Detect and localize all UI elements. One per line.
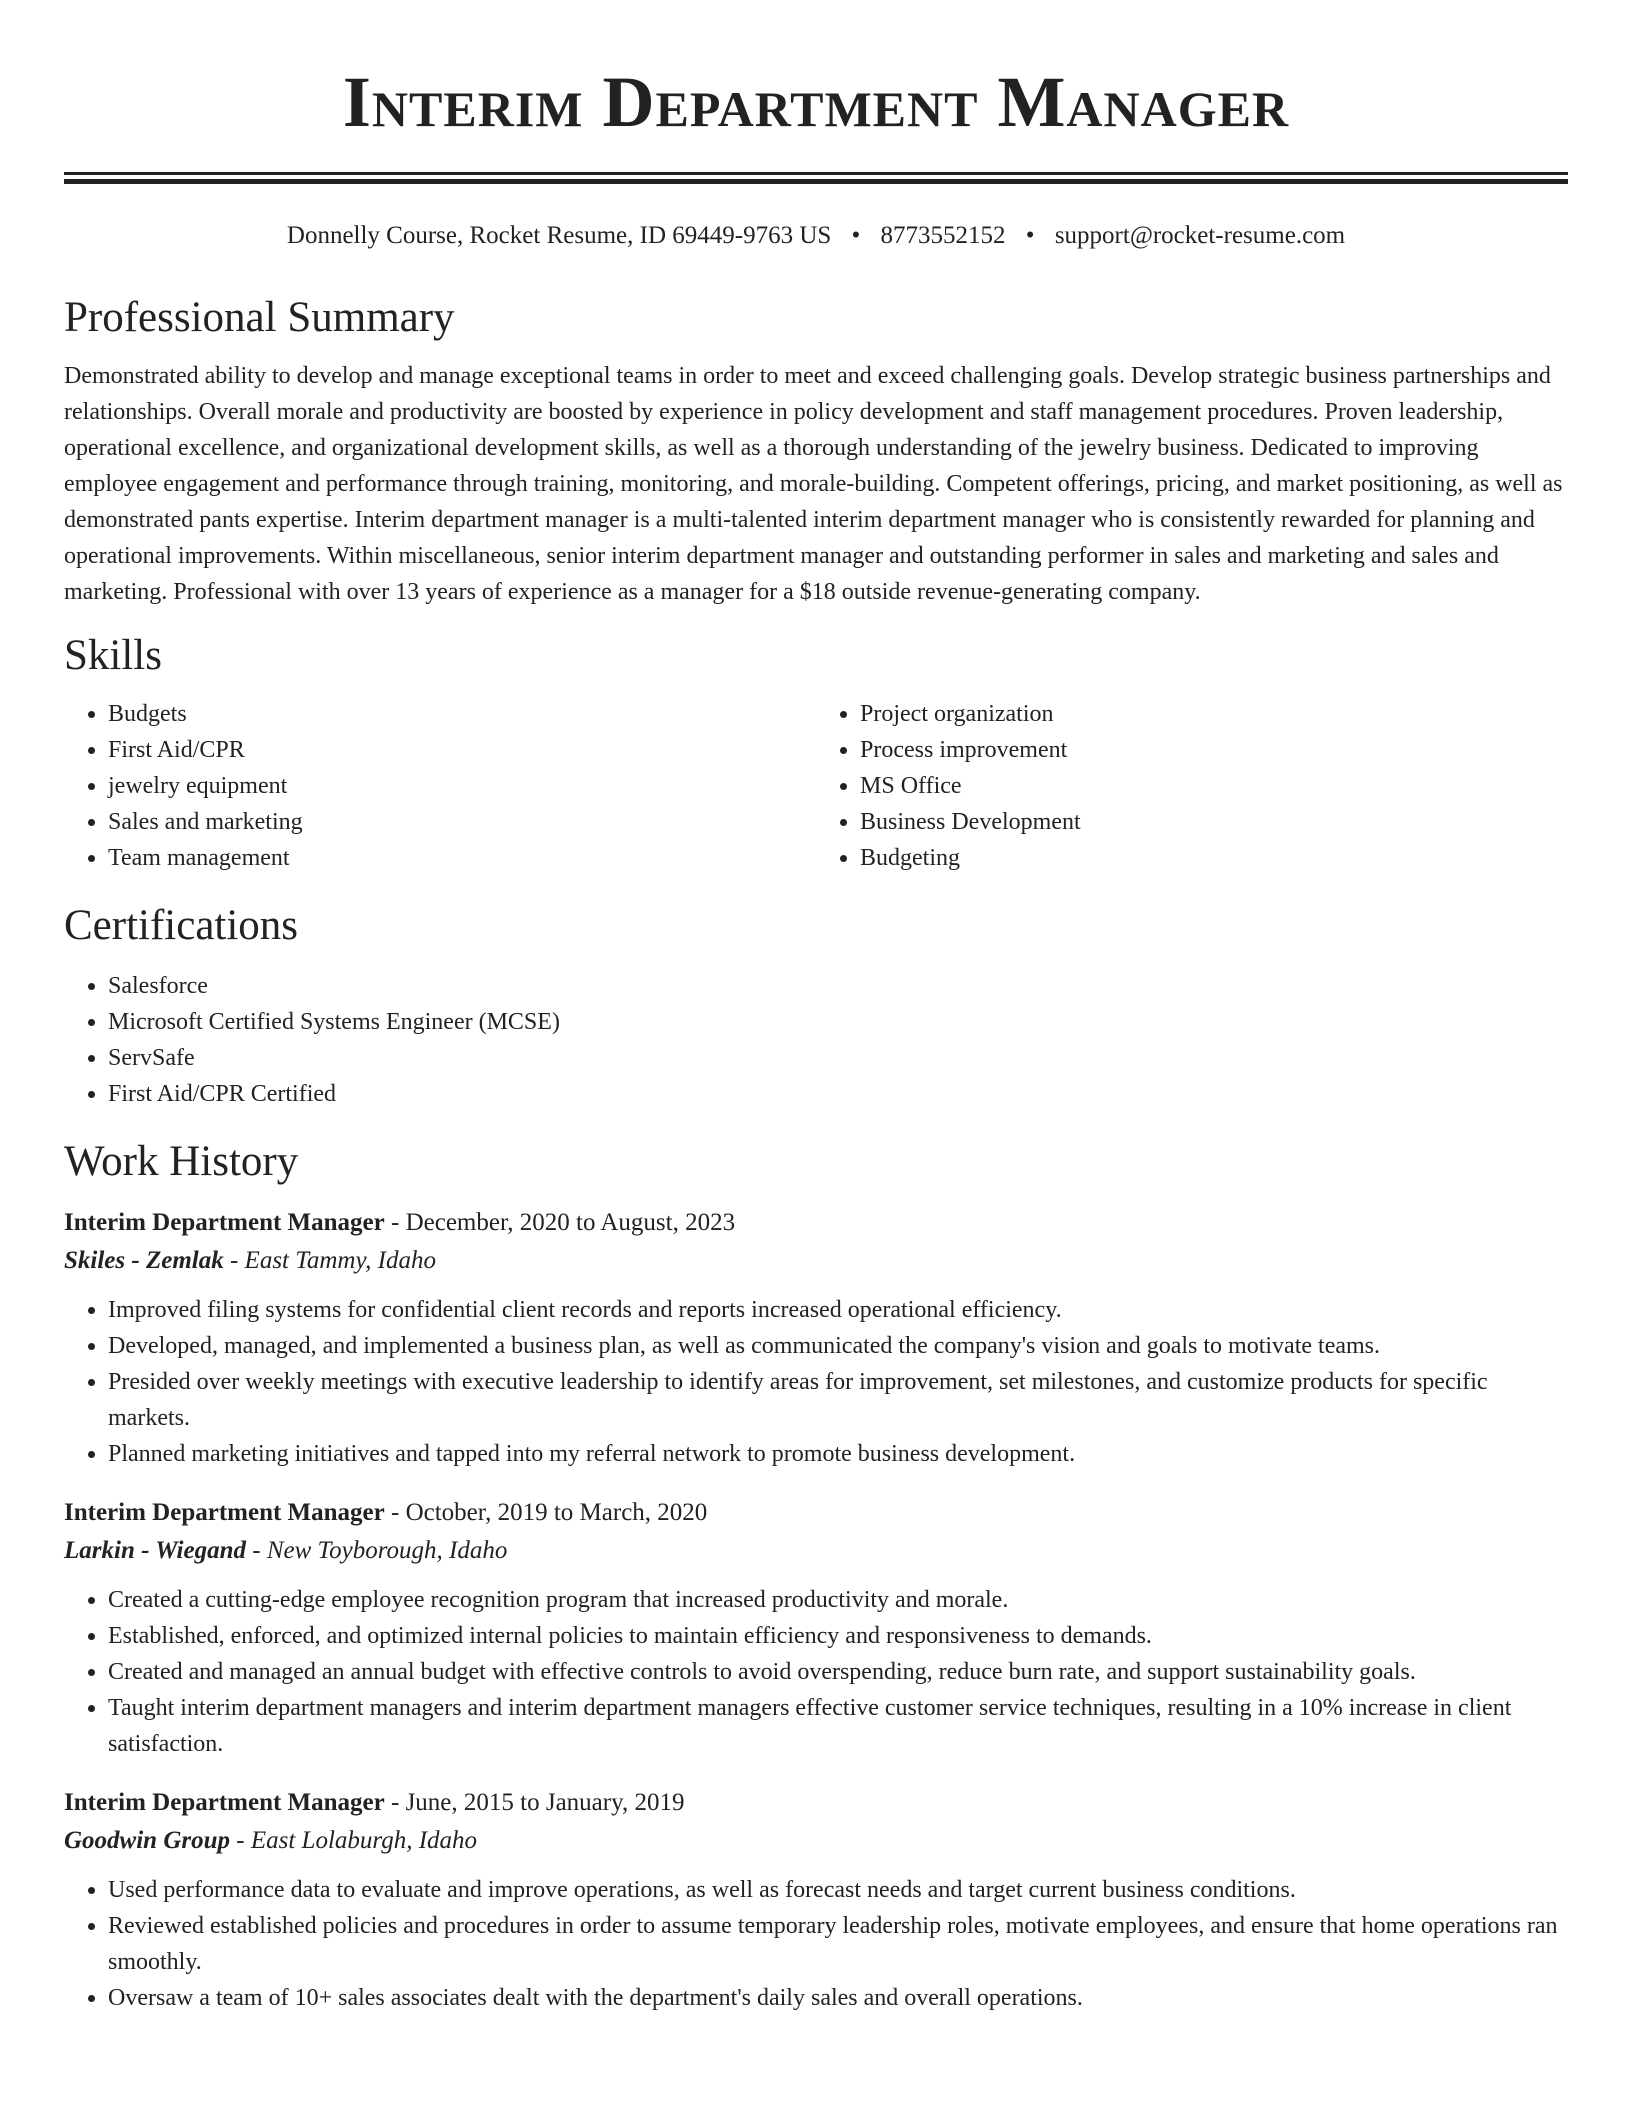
job-header: Interim Department Manager - December, 2020 to August, 2023: [64, 1209, 736, 1236]
job-company: Larkin - Wiegand: [64, 1537, 246, 1564]
contact-phone: 8773552152: [880, 222, 1006, 249]
job-dates: June, 2015 to January, 2019: [405, 1789, 685, 1816]
job-company-line: Larkin - Wiegand - New Toyborough, Idaho: [64, 1537, 508, 1564]
contact-line: [64, 220, 1568, 252]
job-bullet: • Reviewed established policies and procedures in order to assume temporary leadership roles, motivate employees, and ensure that home operations ran smoothly.: [108, 1908, 1568, 1980]
job-company-line: Goodwin Group - East Lolaburgh, Idaho: [64, 1827, 478, 1854]
contact-separator: •: [1025, 222, 1035, 249]
skills-list: [64, 696, 1568, 876]
job-bullet: • Oversaw a team of 10+ sales associates dealt with the department's daily sales and overall operations.: [108, 1980, 1568, 2016]
skill-item: • Budgeting: [860, 840, 1568, 876]
skill-item: • Team management: [108, 840, 816, 876]
job-bullet: • Improved filing systems for confidential client records and reports increased operational efficiency.: [108, 1292, 1568, 1328]
job-bullet: • Used performance data to evaluate and improve operations, as well as forecast needs and target current business conditions.: [108, 1872, 1568, 1908]
certifications-heading: Certifications: [64, 902, 299, 949]
job-role: Interim Department Manager: [64, 1789, 385, 1816]
summary-text: Demonstrated ability to develop and manage exceptional teams in order to meet and exceed challenging goals. Develop strategic business partnerships and relationships. Overall morale and productivity are boosted by experience in policy development and staff management procedures. Proven leadership, operational excellence, and organizational development skills, as well as a thorough understanding of the jewelry business. Dedicated to improving employee engagement and performance through training, monitoring, and morale-building. Competent offerings, pricing, and market positioning, as well as demonstrated pants expertise. Interim department manager is a multi-talented interim department manager who is consistently rewarded for planning and operational improvements. Within miscellaneous, senior interim department manager and outstanding performer in sales and marketing and sales and marketing. Professional with over 13 years of experience as a manager for a $18 outside revenue-generating company.: [64, 363, 1563, 605]
job-bullet: • Developed, managed, and implemented a business plan, as well as communicated the company's vision and goals to motivate teams.: [108, 1328, 1568, 1364]
skill-item: • Business Development: [860, 804, 1568, 840]
skill-item: • Sales and marketing: [108, 804, 816, 840]
certification-item: • First Aid/CPR Certified: [108, 1076, 1568, 1112]
job-company-line: Skiles - Zemlak - East Tammy, Idaho: [64, 1247, 437, 1274]
skill-item: • Budgets: [108, 696, 816, 732]
job-bullet: • Established, enforced, and optimized internal policies to maintain efficiency and responsiveness to demands.: [108, 1618, 1568, 1654]
job-dates: October, 2019 to March, 2020: [405, 1499, 708, 1526]
job-entry: [64, 1204, 1568, 1472]
skill-item: • jewelry equipment: [108, 768, 816, 804]
job-bullets: [64, 1582, 1568, 1762]
job-role: Interim Department Manager: [64, 1209, 385, 1236]
job-location: East Tammy, Idaho: [244, 1247, 437, 1274]
job-location: East Lolaburgh, Idaho: [250, 1827, 478, 1854]
job-bullet: • Created a cutting-edge employee recognition program that increased productivity and morale.: [108, 1582, 1568, 1618]
certifications-list: [64, 968, 1568, 1112]
skills-column-left: [64, 696, 816, 876]
job-bullet: • Planned marketing initiatives and tapped into my referral network to promote business development.: [108, 1436, 1568, 1472]
job-entry: [64, 1494, 1568, 1762]
job-entry: [64, 1784, 1568, 2016]
job-dates: December, 2020 to August, 2023: [405, 1209, 736, 1236]
job-company: Skiles - Zemlak: [64, 1247, 224, 1274]
job-company: Goodwin Group: [64, 1827, 231, 1854]
contact-address: Donnelly Course, Rocket Resume, ID 69449-9763 US: [286, 222, 832, 249]
skill-item: • MS Office: [860, 768, 1568, 804]
certification-item: • ServSafe: [108, 1040, 1568, 1076]
job-bullet: • Created and managed an annual budget with effective controls to avoid overspending, reduce burn rate, and support sustainability goals.: [108, 1654, 1568, 1690]
certification-item: • Microsoft Certified Systems Engineer (MCSE): [108, 1004, 1568, 1040]
resume-title: Interim Department Manager: [342, 62, 1290, 142]
skills-heading: Skills: [64, 632, 162, 679]
job-role: Interim Department Manager: [64, 1499, 385, 1526]
skills-column-right: [816, 696, 1568, 876]
job-bullets: [64, 1292, 1568, 1472]
contact-email: support@rocket-resume.com: [1054, 222, 1346, 249]
job-bullet: • Presided over weekly meetings with executive leadership to identify areas for improvement, set milestones, and customize products for specific markets.: [108, 1364, 1568, 1436]
job-bullet: • Taught interim department managers and interim department managers effective customer service techniques, resulting in a 10% increase in client satisfaction.: [108, 1690, 1568, 1762]
summary-heading: Professional Summary: [64, 294, 455, 341]
job-location: New Toyborough, Idaho: [266, 1537, 508, 1564]
certification-item: • Salesforce: [108, 968, 1568, 1004]
job-header: Interim Department Manager - October, 2019 to March, 2020: [64, 1499, 708, 1526]
skill-item: • Project organization: [860, 696, 1568, 732]
skill-item: • First Aid/CPR: [108, 732, 816, 768]
job-header: Interim Department Manager - June, 2015 to January, 2019: [64, 1789, 685, 1816]
job-bullets: [64, 1872, 1568, 2016]
title-divider: [64, 172, 1568, 184]
contact-separator: •: [851, 222, 861, 249]
work-history-heading: Work History: [64, 1138, 299, 1185]
skill-item: • Process improvement: [860, 732, 1568, 768]
